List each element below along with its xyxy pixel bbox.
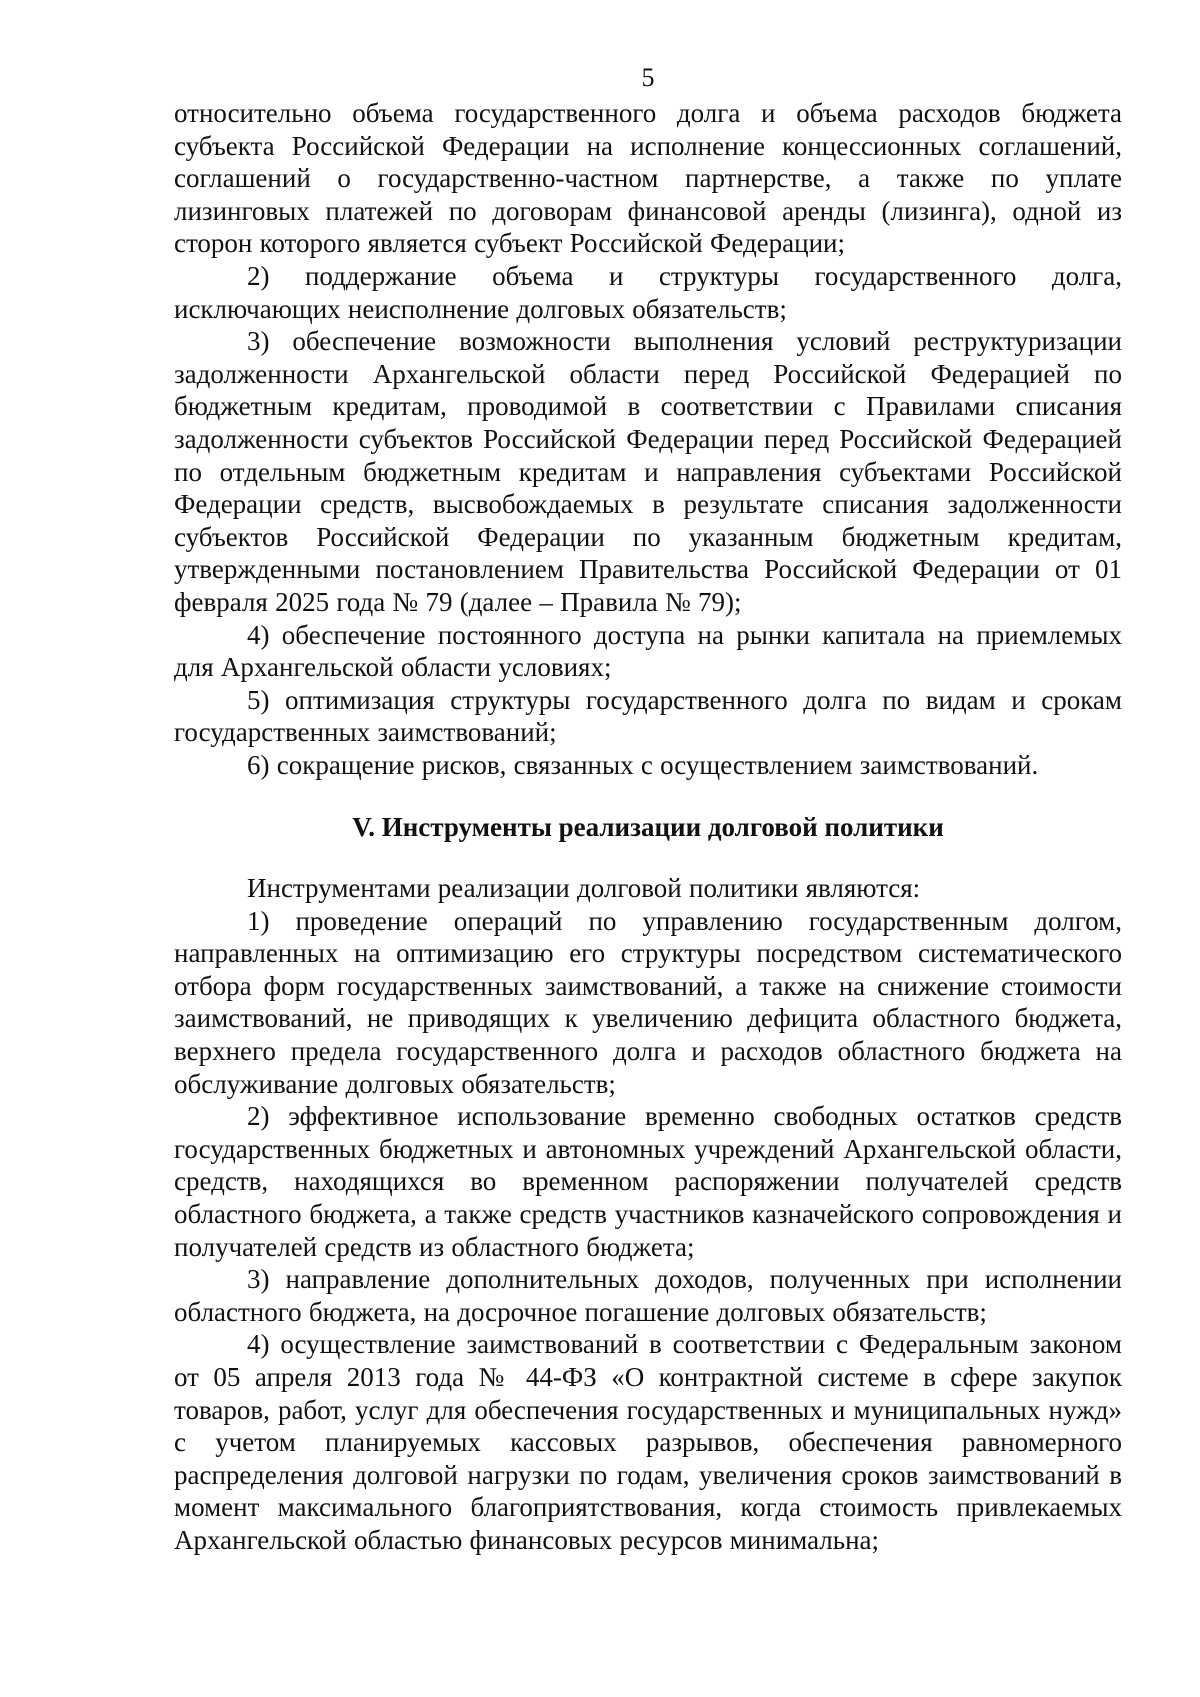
paragraph-item-6: 6) сокращение рисков, связанных с осуществлением заимствований. — [247, 749, 1039, 780]
paragraph-continuation: относительно объема государственного долга и объема расходов бюджета субъекта Российской Федерации на исполнение концессионных соглашений, соглашений о государственно-частном партнерстве, а также по уплате лизинговых платежей по договорам финансовой аренды (лизинга), одной из сторон которого является субъект Российской Федерации; — [174, 98, 1122, 259]
paragraph-instrument-3: 3) направление дополнительных доходов, полученных при исполнении областного бюджета, на досрочное погашение долговых обязательств; — [174, 1264, 1122, 1327]
paragraph-item-5: 5) оптимизация структуры государственного долга по видам и срокам государственных заимствований; — [174, 684, 1122, 748]
page-number: 5 — [641, 63, 655, 92]
paragraph-instrument-1: 1) проведение операций по управлению государственным долгом, направленных на оптимизацию его структуры посредством систематического отбора форм государственных заимствований, а также на снижение стоимости заимствований, не приводящих к увеличению дефицита областного бюджета, верхнего предела государственного долга и расходов областного бюджета на обслуживание долговых обязательств; — [174, 905, 1122, 1099]
document-page — [174, 62, 1122, 1557]
paragraph-item-3: 3) обеспечение возможности выполнения условий реструктуризации задолженности Архангельской области перед Российской Федерацией по бюджетным кредитам, проводимой в соответствии с Правилами списания задолженности субъектов Российской Федерации перед Российской Федерацией по отдельным бюджетным кредитам и направления субъектами Российской Федерации средств, высвобождаемых в результате списания задолженности субъектов Российской Федерации по указанным бюджетным кредитам, утвержденными постановлением Правительства Российской Федерации от 01 февраля 2025 года № 79 (далее – Правила № 79); — [174, 326, 1122, 617]
paragraph-intro: Инструментами реализации долговой политики являются: — [247, 873, 921, 904]
section-title: V. Инструменты реализации долговой политики — [352, 812, 944, 843]
paragraph-item-2: 2) поддержание объема и структуры государственного долга, исключающих неисполнение долговых обязательств; — [174, 260, 1122, 324]
paragraph-instrument-2: 2) эффективное использование временно свободных остатков средств государственных бюджетных и автономных учреждений Архангельской области, средств, находящихся во временном распоряжении получателей средств областного бюджета, а также средств участников казначейского сопровождения и получателей средств из областного бюджета; — [174, 1101, 1122, 1262]
paragraph-instrument-4: 4) осуществление заимствований в соответствии с Федеральным законом от 05 апреля 2013 года № 44-ФЗ «О контрактной системе в сфере закупок товаров, работ, услуг для обеспечения государственных и муниципальных нужд» с учетом планируемых кассовых разрывов, обеспечения равномерного распределения долговой нагрузки по годам, увеличения сроков заимствований в момент максимального благоприятствования, когда стоимость привлекаемых Архангельской областью финансовых ресурсов минимальна; — [174, 1329, 1122, 1555]
paragraph-item-4: 4) обеспечение постоянного доступа на рынки капитала на приемлемых для Архангельской области условиях; — [174, 619, 1122, 683]
